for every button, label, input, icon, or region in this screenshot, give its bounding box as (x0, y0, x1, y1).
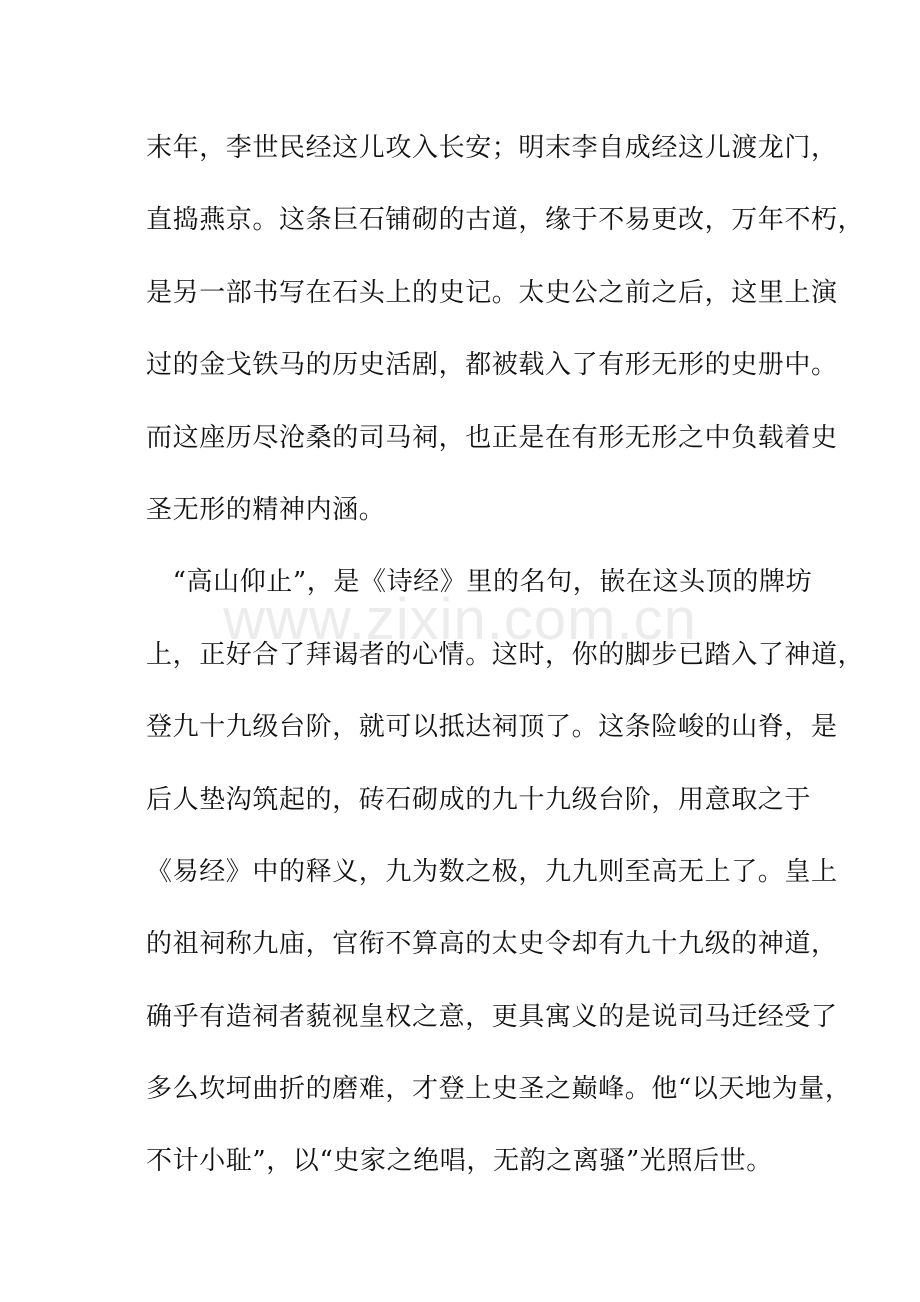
text-line: 而这座历尽沧桑的司马祠，也正是在有形无形之中负载着史 (146, 422, 838, 453)
text-line: 不计小耻”，以“史家之绝唱，无韵之离骚”光照后世。 (146, 1146, 773, 1177)
text-line: 末年，李世民经这儿攻入长安；明末李自成经这儿渡龙门， (146, 133, 838, 163)
body-text (146, 126, 865, 1212)
text-line: 过的金戈铁马的历史活剧，都被载入了有形无形的史册中。 (146, 350, 838, 381)
text-line: 多么坎坷曲折的磨难，才登上史圣之巅峰。他“以天地为量， (146, 1074, 852, 1105)
text-line: 直捣燕京。这条巨石铺砌的古道，缘于不易更改，万年不朽， (146, 205, 865, 236)
text-line: 后人垫沟筑起的，砖石砌成的九十九级台阶，用意取之于 (146, 784, 812, 815)
text-line: 是另一部书写在石头上的史记。太史公之前之后，这里上演 (146, 277, 838, 308)
text-line: 圣无形的精神内涵。 (146, 494, 386, 525)
text-line: 登九十九级台阶，就可以抵达祠顶了。这条险峻的山脊，是 (146, 712, 838, 743)
text-line: 的祖祠称九庙，官衔不算高的太史令却有九十九级的神道， (146, 929, 838, 960)
text-line: 确乎有造祠者藐视皇权之意，更具寓义的是说司马迁经受了 (146, 1001, 838, 1032)
text-line: 上，正好合了拜谒者的心情。这时，你的脚步已踏入了神道， (146, 639, 865, 670)
watermark: www.zixin.com.cn (223, 587, 697, 652)
text-line: 《易经》中的释义，九为数之极，九九则至高无上了。皇上 (146, 856, 838, 887)
text-line: “高山仰止”，是《诗经》里的名句，嵌在这头顶的牌坊 (146, 567, 813, 598)
